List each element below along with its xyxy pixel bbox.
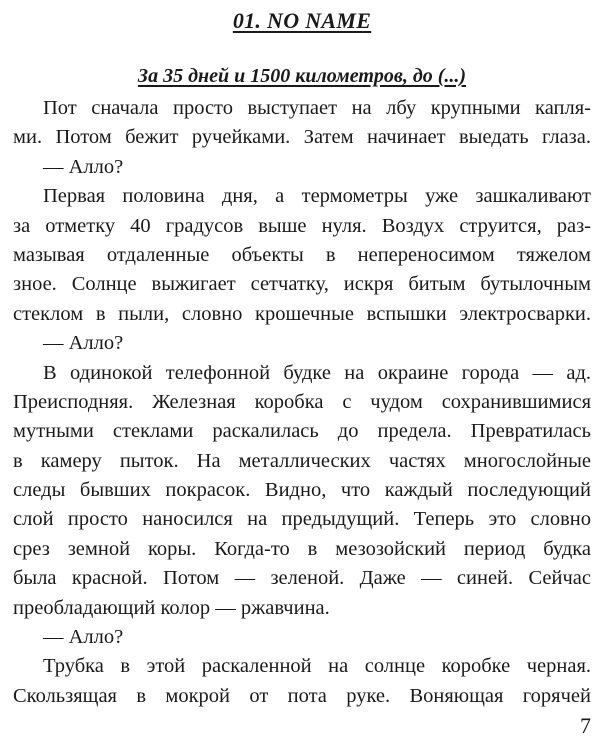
body-text [13,94,591,711]
text-line: зное. Солнце выжигает сетчатку, искря битым бутылочным [13,273,591,296]
text-line: мутными стеклами раскалилась до предела. Превратилась [13,420,591,443]
text-line: Первая половина дня, а термометры уже зашкаливают [43,185,591,208]
page-number: 7 [580,713,591,738]
text-line: — Алло? [43,332,124,355]
text-line: за отметку 40 градусов выше нуля. Воздух струится, раз- [13,214,591,237]
text-line: слой просто наносился на предыдущий. Теперь это словно [13,508,591,531]
text-line: преобладающий колор — ржавчина. [13,596,330,619]
book-page [13,0,591,756]
text-line: мазывая отдаленные объекты в непереносимом тяжелом [13,243,591,266]
section-subtitle: За 35 дней и 1500 километров, до (...) [137,65,467,87]
text-line: срез земной коры. Когда-то в мезозойский период будка [13,537,591,560]
chapter-title: 01. NO NAME [232,8,372,33]
text-line: — Алло? [43,626,124,649]
text-line: — Алло? [43,155,124,178]
text-line: следы бывших покрасок. Видно, что каждый последующий [13,479,591,502]
text-line: Преисподняя. Железная коробка с чудом сохранившимися [13,390,591,413]
text-line: была красной. Потом — зеленой. Даже — синей. Сейчас [13,567,591,590]
text-line: в камеру пыток. На металлических частях многослойные [13,449,591,472]
text-line: Скользящая в мокрой от пота руке. Воняющая горячей [13,684,591,707]
text-line: ми. Потом бежит ручейками. Затем начинает выедать глаза. [13,126,591,149]
text-line: Пот сначала просто выступает на лбу крупными капля- [43,97,591,119]
text-line: В одинокой телефонной будке на окраине города — ад. [43,361,591,384]
text-line: Трубка в этой раскаленной на солнце коробке черная. [43,655,591,678]
text-line: стеклом в пыли, словно крошечные вспышки электросварки. [13,302,591,325]
